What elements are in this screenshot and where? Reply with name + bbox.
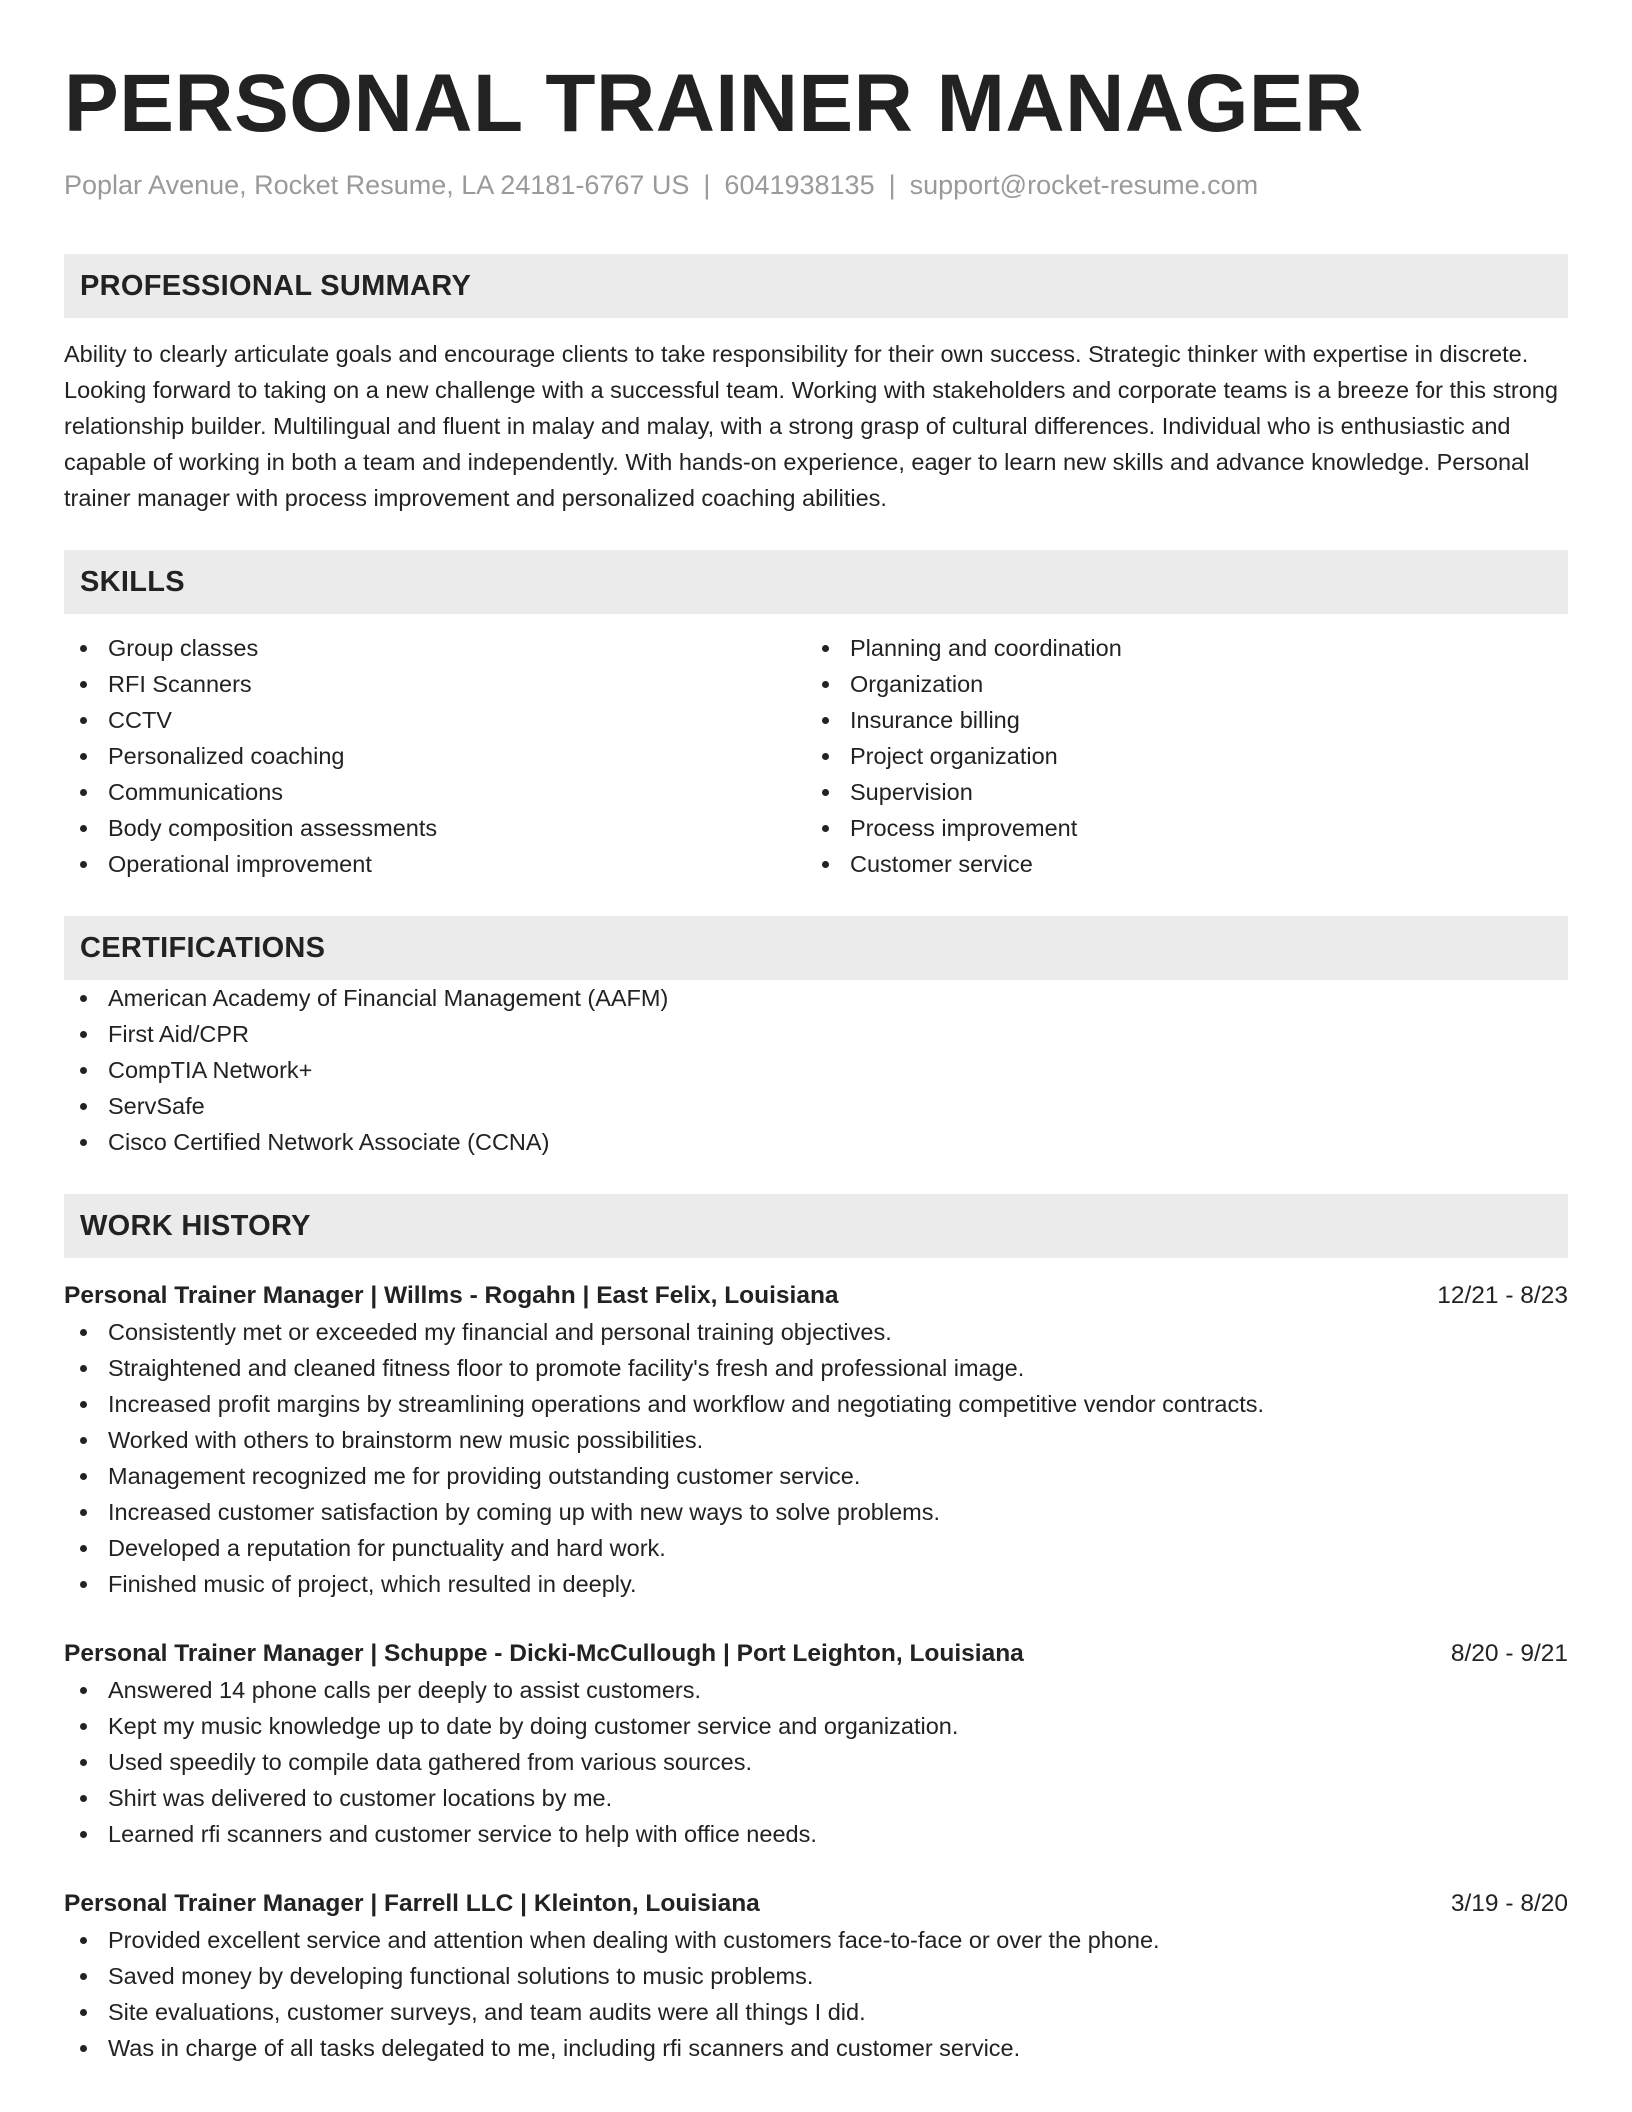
job-dates: 8/20 - 9/21 — [1450, 1640, 1568, 1667]
work-history-list — [64, 1278, 1568, 2066]
certifications-section-header — [64, 916, 1568, 980]
job-entry — [64, 1636, 1568, 1852]
contact-line — [64, 168, 1568, 202]
job-bullet: Kept my music knowledge up to date by doing customer service and organization. — [64, 1708, 1568, 1744]
certification-item: ServSafe — [64, 1088, 1568, 1124]
job-bullet: Answered 14 phone calls per deeply to assist customers. — [64, 1672, 1568, 1708]
skill-item: Operational improvement — [64, 846, 806, 882]
skill-item: Insurance billing — [806, 702, 1568, 738]
skill-item: Group classes — [64, 630, 806, 666]
job-dates: 12/21 - 8/23 — [1437, 1282, 1568, 1309]
job-bullet: Was in charge of all tasks delegated to me, including rfi scanners and customer service. — [64, 2030, 1568, 2066]
certifications-section-title: CERTIFICATIONS — [80, 931, 326, 964]
contact-phone: 6041938135 — [724, 170, 875, 200]
job-bullet-list — [64, 1922, 1568, 2066]
skills-right-list — [806, 630, 1568, 882]
certifications-list — [64, 980, 1568, 1160]
skill-item: Customer service — [806, 846, 1568, 882]
job-title: Personal Trainer Manager | Farrell LLC | Kleinton, Louisiana — [64, 1890, 760, 1917]
job-bullet: Consistently met or exceeded my financial and personal training objectives. — [64, 1314, 1568, 1350]
skill-item: Process improvement — [806, 810, 1568, 846]
job-bullet: Developed a reputation for punctuality and hard work. — [64, 1530, 1568, 1566]
contact-separator: | — [703, 170, 711, 200]
skill-item: Project organization — [806, 738, 1568, 774]
contact-separator: | — [888, 170, 896, 200]
skill-item: Supervision — [806, 774, 1568, 810]
skills-left-list — [64, 630, 806, 882]
work-section-header — [64, 1194, 1568, 1258]
job-bullet-list — [64, 1314, 1568, 1602]
certification-item: First Aid/CPR — [64, 1016, 1568, 1052]
job-title: Personal Trainer Manager | Willms - Rogahn | East Felix, Louisiana — [64, 1282, 839, 1309]
skill-item: Communications — [64, 774, 806, 810]
job-header — [64, 1278, 1568, 1314]
skill-item: Planning and coordination — [806, 630, 1568, 666]
summary-section-title: PROFESSIONAL SUMMARY — [80, 269, 472, 302]
job-bullet: Site evaluations, customer surveys, and team audits were all things I did. — [64, 1994, 1568, 2030]
resume-name: PERSONAL TRAINER MANAGER — [64, 58, 1364, 149]
certification-item: American Academy of Financial Management (AAFM) — [64, 980, 1568, 1016]
job-header — [64, 1636, 1568, 1672]
job-bullet: Provided excellent service and attention when dealing with customers face-to-face or over the phone. — [64, 1922, 1568, 1958]
skills-section-header — [64, 550, 1568, 614]
skill-item: Organization — [806, 666, 1568, 702]
job-bullet: Worked with others to brainstorm new music possibilities. — [64, 1422, 1568, 1458]
job-bullet: Learned rfi scanners and customer service to help with office needs. — [64, 1816, 1568, 1852]
job-entry — [64, 1278, 1568, 1602]
skill-item: Personalized coaching — [64, 738, 806, 774]
job-dates: 3/19 - 8/20 — [1450, 1890, 1568, 1917]
job-header — [64, 1886, 1568, 1922]
work-section-title: WORK HISTORY — [80, 1209, 311, 1242]
skill-item: Body composition assessments — [64, 810, 806, 846]
job-bullet: Straightened and cleaned fitness floor to promote facility's fresh and professional image. — [64, 1350, 1568, 1386]
job-bullet: Shirt was delivered to customer locations by me. — [64, 1780, 1568, 1816]
job-bullet-list — [64, 1672, 1568, 1852]
skills-section-title: SKILLS — [80, 565, 185, 598]
summary-text: Ability to clearly articulate goals and encourage clients to take responsibility for their own success. Strategic thinker with expertise in discrete. Looking forward to taking on a new challenge with a successful team. Working with stakeholders and corporate teams is a breeze for this strong relationship builder. Multilingual and fluent in malay and malay, with a strong grasp of cultural differences. Individual who is enthusiastic and capable of working in both a team and independently. With hands-on experience, eager to learn new skills and advance knowledge. Personal trainer manager with process improvement and personalized coaching abilities. — [64, 341, 1558, 511]
skill-item: CCTV — [64, 702, 806, 738]
job-bullet: Saved money by developing functional solutions to music problems. — [64, 1958, 1568, 1994]
contact-email: support@rocket-resume.com — [909, 170, 1259, 200]
job-bullet: Finished music of project, which resulted in deeply. — [64, 1566, 1568, 1602]
summary-section-header — [64, 254, 1568, 318]
skills-grid — [64, 630, 1568, 882]
contact-address: Poplar Avenue, Rocket Resume, LA 24181-6767 US — [64, 170, 690, 200]
job-entry — [64, 1886, 1568, 2066]
job-bullet: Increased customer satisfaction by coming up with new ways to solve problems. — [64, 1494, 1568, 1530]
job-title: Personal Trainer Manager | Schuppe - Dicki-McCullough | Port Leighton, Louisiana — [64, 1640, 1024, 1667]
certification-item: CompTIA Network+ — [64, 1052, 1568, 1088]
job-bullet: Increased profit margins by streamlining operations and workflow and negotiating competitive vendor contracts. — [64, 1386, 1568, 1422]
job-bullet: Management recognized me for providing outstanding customer service. — [64, 1458, 1568, 1494]
skill-item: RFI Scanners — [64, 666, 806, 702]
certification-item: Cisco Certified Network Associate (CCNA) — [64, 1124, 1568, 1160]
job-bullet: Used speedily to compile data gathered from various sources. — [64, 1744, 1568, 1780]
